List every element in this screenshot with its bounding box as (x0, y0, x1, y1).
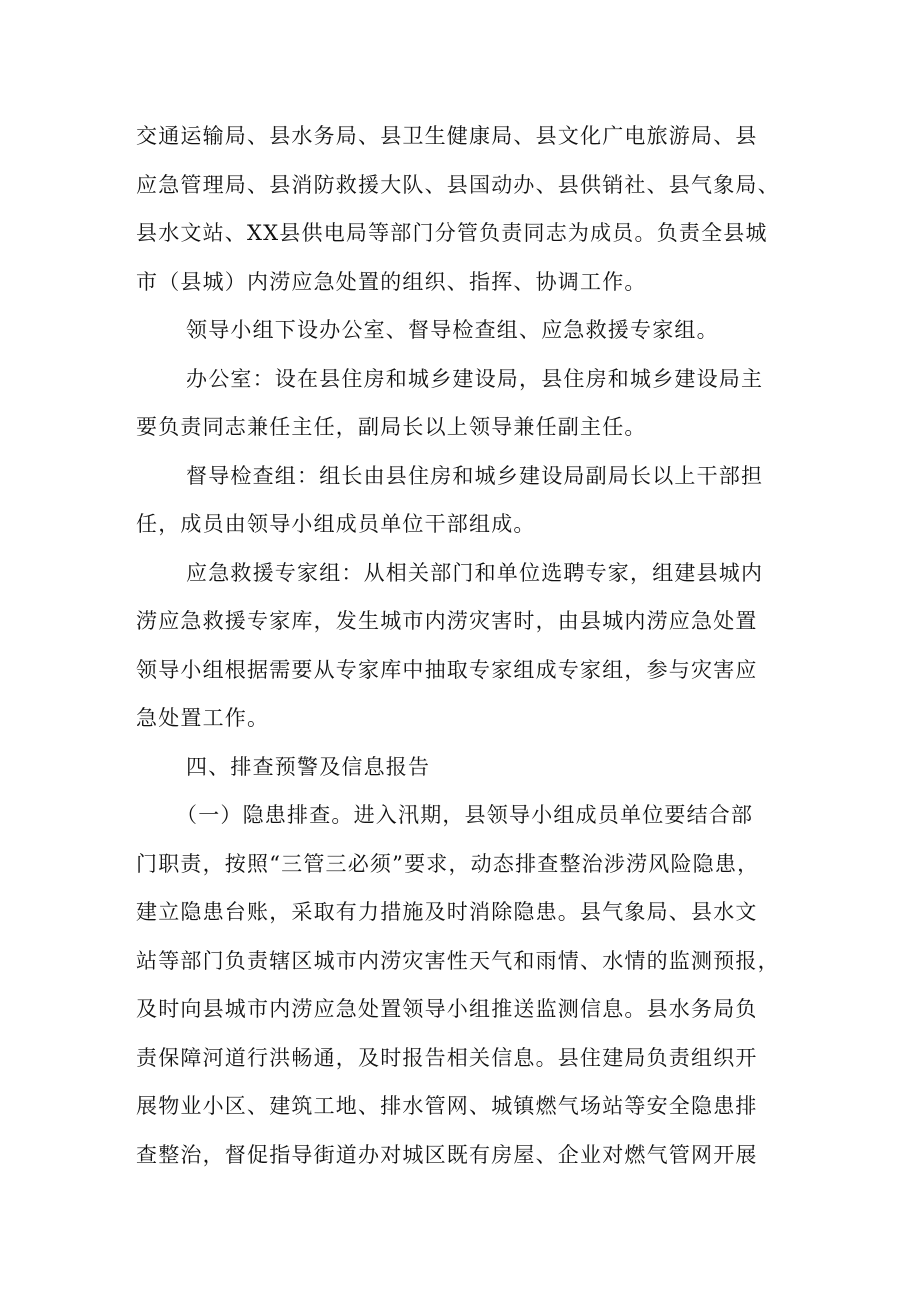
text-line: 展物业小区、建筑工地、排水管网、城镇燃气场站等安全隐患排 (136, 1094, 758, 1118)
text-line: 要负责同志兼任主任，副局长以上领导兼任副主任。 (136, 415, 647, 439)
document-body (136, 112, 796, 1179)
paragraph-first-line: 领导小组下设办公室、督导检查组、应急救援专家组。 (186, 318, 719, 342)
section-heading: 四、排查预警及信息报告 (186, 754, 431, 779)
text-line: 急处置工作。 (136, 706, 270, 730)
paragraph-first-line: 督导检查组：组长由县住房和城乡建设局副局长以上干部担 (186, 463, 764, 488)
text-line: 站等部门负责辖区城市内涝灾害性天气和雨情、水情的监测预报， (136, 948, 780, 973)
text-line: 责保障河道行洪畅通，及时报告相关信息。县住建局负责组织开 (136, 1045, 758, 1070)
paragraph-first-line: （一）隐患排查。进入汛期，县领导小组成员单位要结合部 (176, 803, 754, 827)
paragraph-first-line: 办公室：设在县住房和城乡建设局，县住房和城乡建设局主 (186, 366, 764, 391)
text-line: 及时向县城市内涝应急处置领导小组推送监测信息。县水务局负 (136, 997, 758, 1021)
text-line: 涝应急救援专家库，发生城市内涝灾害时，由县城内涝应急处置 (136, 609, 758, 633)
text-line: 门职责，按照“三管三必须”要求，动态排查整治涉涝风险隐患， (136, 851, 760, 876)
text-line: 任，成员由领导小组成员单位干部组成。 (136, 512, 536, 536)
text-line: 建立隐患台账，采取有力措施及时消除隐患。县气象局、县水文 (136, 900, 758, 924)
text-line: 市（县城）内涝应急处置的组织、指挥、协调工作。 (136, 269, 647, 294)
text-line: 应急管理局、县消防救援大队、县国动办、县供销社、县气象局、 (136, 172, 780, 197)
paragraph-first-line: 应急救援专家组：从相关部门和单位选聘专家，组建县城内 (186, 560, 764, 585)
text-line: 领导小组根据需要从专家库中抽取专家组成专家组，参与灾害应 (136, 657, 758, 682)
text-line: 交通运输局、县水务局、县卫生健康局、县文化广电旅游局、县 (136, 124, 758, 148)
text-line: 县水文站、XX县供电局等部门分管负责同志为成员。负责全县城 (136, 221, 768, 245)
text-line: 查整治，督促指导街道办对城区既有房屋、企业对燃气管网开展 (136, 1142, 758, 1167)
